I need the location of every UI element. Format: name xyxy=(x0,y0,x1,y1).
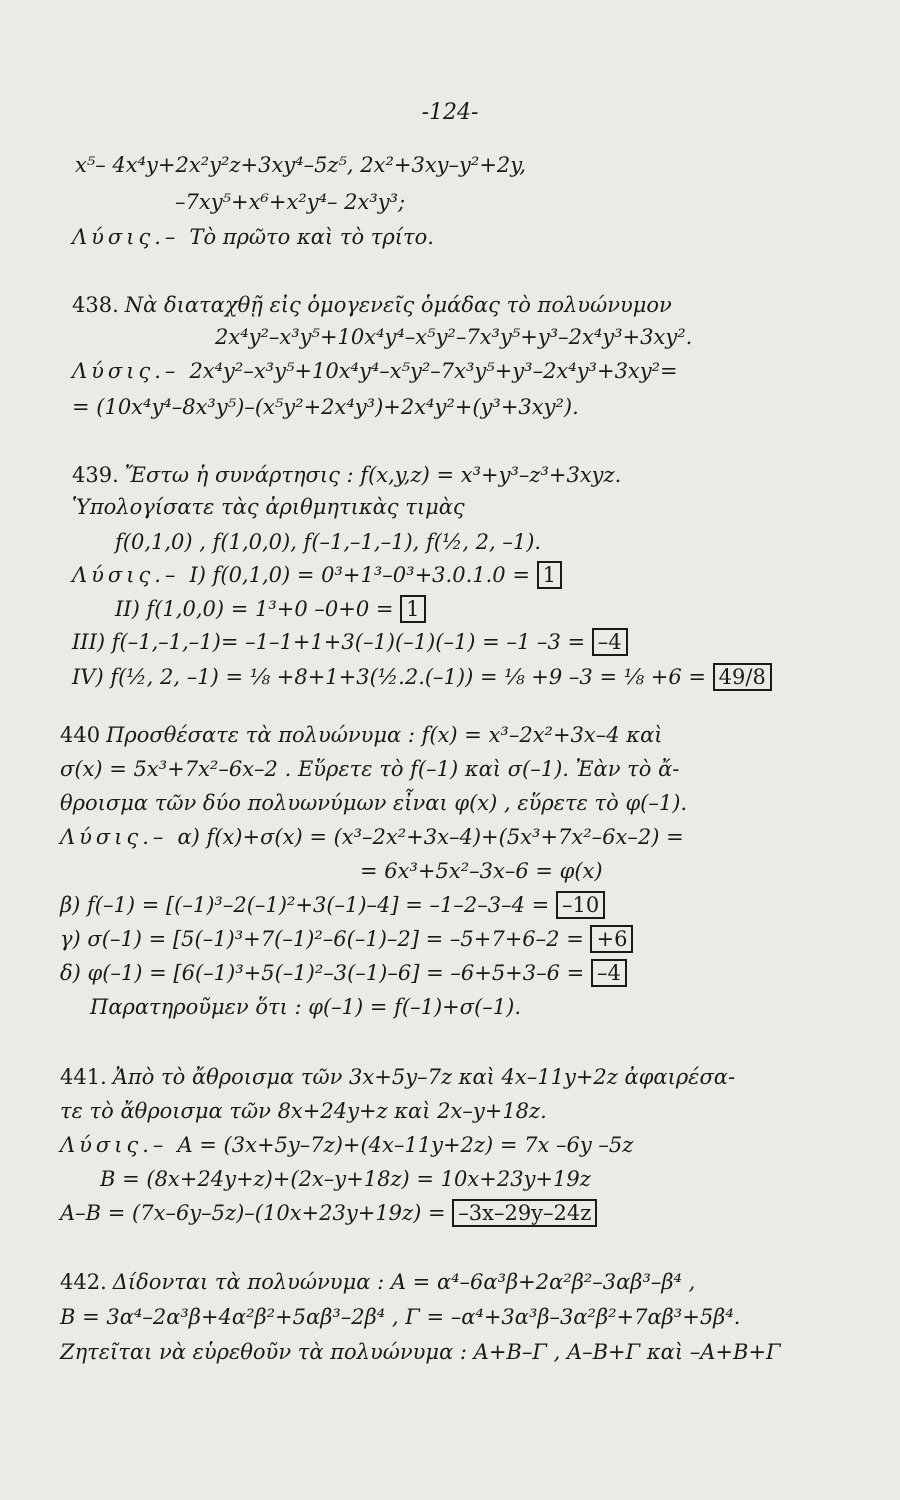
line-text: α) f(x)+σ(x) = (x³–2x²+3x–4)+(5x³+7x²–6x–2) = xyxy=(177,825,684,849)
line-text: Νὰ διαταχθῇ εἰς ὁμογενεῖς ὁμάδας τὸ πολυώνυμον xyxy=(124,293,672,317)
line-text: III) f(–1,–1,–1)= –1–1+1+3(–1)(–1)(–1) = –1 –3 = xyxy=(72,630,592,654)
line-text: δ) φ(–1) = [6(–1)³+5(–1)²–3(–1)–6] = –6+5+3–6 = xyxy=(60,961,591,985)
boxed-answer: –10 xyxy=(556,891,605,919)
boxed-answer: +6 xyxy=(590,925,633,953)
exercise-number: 440 xyxy=(60,723,101,747)
page-number: -124- xyxy=(421,100,479,125)
line-text: β) f(–1) = [(–1)³–2(–1)²+3(–1)–4] = –1–2–3–4 = xyxy=(60,893,556,917)
line-text: II) f(1,0,0) = 1³+0 –0+0 = xyxy=(115,597,401,621)
exercise-number: 439. xyxy=(72,463,119,487)
line-text: Τὸ πρῶτο καὶ τὸ τρίτο. xyxy=(189,225,434,249)
line-text: τε τὸ ἄθροισμα τῶν 8x+24y+z καὶ 2x–y+18z. xyxy=(60,1099,547,1123)
exercise-number: 438. xyxy=(72,293,119,317)
solution-label: Λύσις.– xyxy=(72,563,180,587)
text-line xyxy=(60,1337,781,1367)
boxed-answer: –4 xyxy=(591,959,627,987)
line-text: 2x⁴y²–x³y⁵+10x⁴y⁴–x⁵y²–7x³y⁵+y³–2x⁴y³+3xy². xyxy=(215,325,693,349)
text-line xyxy=(60,788,687,818)
line-text: –7xy⁵+x⁶+x²y⁴– 2x³y³; xyxy=(175,190,406,214)
text-line xyxy=(115,594,426,624)
text-line xyxy=(75,150,526,180)
text-line xyxy=(72,492,465,522)
boxed-answer: 1 xyxy=(400,595,425,623)
text-line xyxy=(60,890,605,920)
line-text: A = (3x+5y–7z)+(4x–11y+2z) = 7x –6y –5z xyxy=(177,1133,634,1157)
line-text: Ζητεῖται νὰ εὑρεθοῦν τὰ πολυώνυμα : A+B–Γ , A–B+Γ καὶ –A+B+Γ xyxy=(60,1340,781,1364)
solution-label: Λύσις.– xyxy=(60,1133,168,1157)
text-line xyxy=(60,924,633,954)
text-line xyxy=(72,392,579,422)
line-text: x⁵– 4x⁴y+2x²y²z+3xy⁴–5z⁵, 2x²+3xy–y²+2y, xyxy=(75,153,527,177)
text-line xyxy=(60,754,679,784)
solution-label: Λύσις.– xyxy=(60,825,168,849)
text-line xyxy=(60,958,627,988)
line-text: γ) σ(–1) = [5(–1)³+7(–1)²–6(–1)–2] = –5+7+6–2 = xyxy=(60,927,591,951)
line-text: σ(x) = 5x³+7x²–6x–2 . Εὕρετε τὸ f(–1) καὶ σ(–1). Ἐὰν τὸ ἄ- xyxy=(60,757,680,781)
boxed-answer: –3x–29y–24z xyxy=(452,1199,597,1227)
line-text: = 6x³+5x²–3x–6 = φ(x) xyxy=(360,859,603,883)
text-line xyxy=(215,322,692,352)
line-text: B = 3α⁴–2α³β+4α²β²+5αβ³–2β⁴ , Γ = –α⁴+3α³β–3α²β²+7αβ³+5β⁴. xyxy=(60,1305,741,1329)
line-text: Ἔστω ἡ συνάρτησις : f(x,y,z) = x³+y³–z³+3xyz. xyxy=(124,463,622,487)
text-line xyxy=(72,290,672,320)
text-line xyxy=(360,856,603,886)
text-line xyxy=(90,992,521,1022)
line-text: Δίδονται τὰ πολυώνυμα : A = α⁴–6α³β+2α²β²–3αβ³–β⁴ , xyxy=(112,1270,696,1294)
line-text: = (10x⁴y⁴–8x³y⁵)–(x⁵y²+2x⁴y³)+2x⁴y²+(y³+3xy²). xyxy=(72,395,579,419)
text-line xyxy=(72,662,772,692)
line-text: 2x⁴y²–x³y⁵+10x⁴y⁴–x⁵y²–7x³y⁵+y³–2x⁴y³+3xy²= xyxy=(189,359,678,383)
solution-label: Λύσις.– xyxy=(72,225,180,249)
line-text: θροισμα τῶν δύο πολυωνύμων εἶναι φ(x) , εὕρετε τὸ φ(–1). xyxy=(60,791,688,815)
line-text: Ὑπολογίσατε τὰς ἀριθμητικὰς τιμὰς xyxy=(72,495,465,519)
text-line xyxy=(72,627,628,657)
text-line xyxy=(115,527,541,557)
text-line xyxy=(72,356,678,386)
text-line xyxy=(72,222,434,252)
line-text: I) f(0,1,0) = 0³+1³–0³+3.0.1.0 = xyxy=(189,563,537,587)
text-line xyxy=(72,560,562,590)
text-line xyxy=(60,1062,735,1092)
text-line xyxy=(60,1096,547,1126)
boxed-answer: 49/8 xyxy=(713,663,772,691)
boxed-answer: 1 xyxy=(537,561,562,589)
text-line xyxy=(60,1198,597,1228)
text-line xyxy=(60,1302,740,1332)
line-text: B = (8x+24y+z)+(2x–y+18z) = 10x+23y+19z xyxy=(100,1167,591,1191)
exercise-number: 441. xyxy=(60,1065,107,1089)
line-text: A–B = (7x–6y–5z)–(10x+23y+19z) = xyxy=(60,1201,453,1225)
text-line xyxy=(60,822,684,852)
line-text: Ἀπὸ τὸ ἄθροισμα τῶν 3x+5y–7z καὶ 4x–11y+2z ἀφαιρέσα- xyxy=(112,1065,736,1089)
exercise-number: 442. xyxy=(60,1270,107,1294)
text-line xyxy=(175,187,405,217)
solution-label: Λύσις.– xyxy=(72,359,180,383)
text-line xyxy=(60,1130,633,1160)
text-line xyxy=(60,720,662,750)
line-text: f(0,1,0) , f(1,0,0), f(–1,–1,–1), f(½, 2, –1). xyxy=(115,530,542,554)
text-line xyxy=(72,460,621,490)
line-text: Παρατηροῦμεν ὅτι : φ(–1) = f(–1)+σ(–1). xyxy=(90,995,522,1019)
text-line xyxy=(60,1267,695,1297)
line-text: Προσθέσατε τὰ πολυώνυμα : f(x) = x³–2x²+3x–4 καὶ xyxy=(106,723,663,747)
text-line xyxy=(100,1164,591,1194)
line-text: IV) f(½, 2, –1) = ⅛ +8+1+3(½.2.(–1)) = ⅛ +9 –3 = ⅛ +6 = xyxy=(72,665,713,689)
boxed-answer: –4 xyxy=(592,628,628,656)
